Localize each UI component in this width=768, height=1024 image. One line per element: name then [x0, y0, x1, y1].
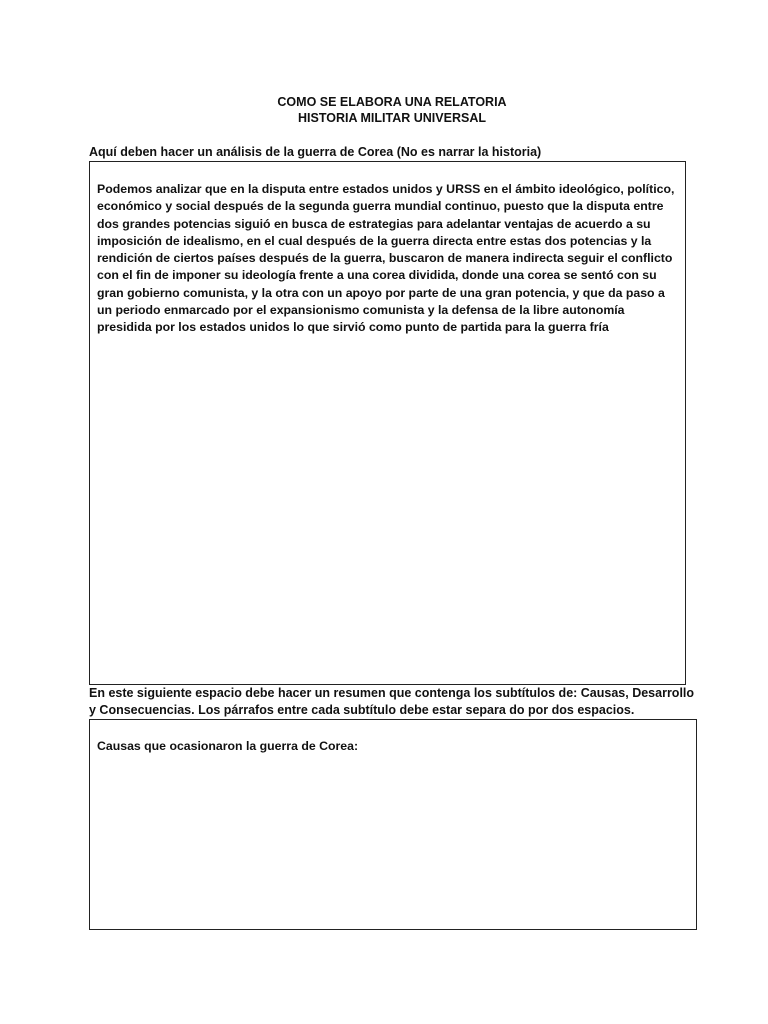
document-title: COMO SE ELABORA UNA RELATORIA — [277, 95, 507, 109]
document-subtitle: HISTORIA MILITAR UNIVERSAL — [298, 111, 486, 125]
title-block — [0, 94, 768, 126]
analysis-instruction: Aquí deben hacer un análisis de la guerra de Corea (No es narrar la historia) — [89, 145, 542, 159]
summary-answer-box[interactable] — [89, 719, 697, 930]
summary-instruction: En este siguiente espacio debe hacer un resumen que contenga los subtítulos de: Causas, Desarrollo y Consecuencias. Los párrafos entre cada subtítulo debe estar separa do por dos espacios. — [89, 686, 695, 717]
analysis-answer-box[interactable] — [89, 161, 686, 685]
causes-subtitle: Causas que ocasionaron la guerra de Corea: — [97, 739, 359, 753]
analysis-answer-text: Podemos analizar que en la disputa entre estados unidos y URSS en el ámbito ideológico, político, económico y social después de la segunda guerra mundial continuo, puesto que la disputa entre dos grandes potencias siguió en busca de estrategias para adelantar ventajas de acuerdo a su imposición de idealismo, en el cual después de la guerra directa entre estas dos potencias y la rendición de ciertos países después de la guerra, buscaron de manera indirecta seguir el conflicto con el fin de imponer su ideología frente a una corea dividida, donde una corea se sentó con su gran gobierno comunista, y la otra con un apoyo por parte de una gran potencia, y que da paso a un periodo enmarcado por el expansionismo comunista y la defensa de la libre autonomía presidida por los estados unidos lo que sirvió como punto de partida para la guerra fría — [97, 182, 675, 335]
